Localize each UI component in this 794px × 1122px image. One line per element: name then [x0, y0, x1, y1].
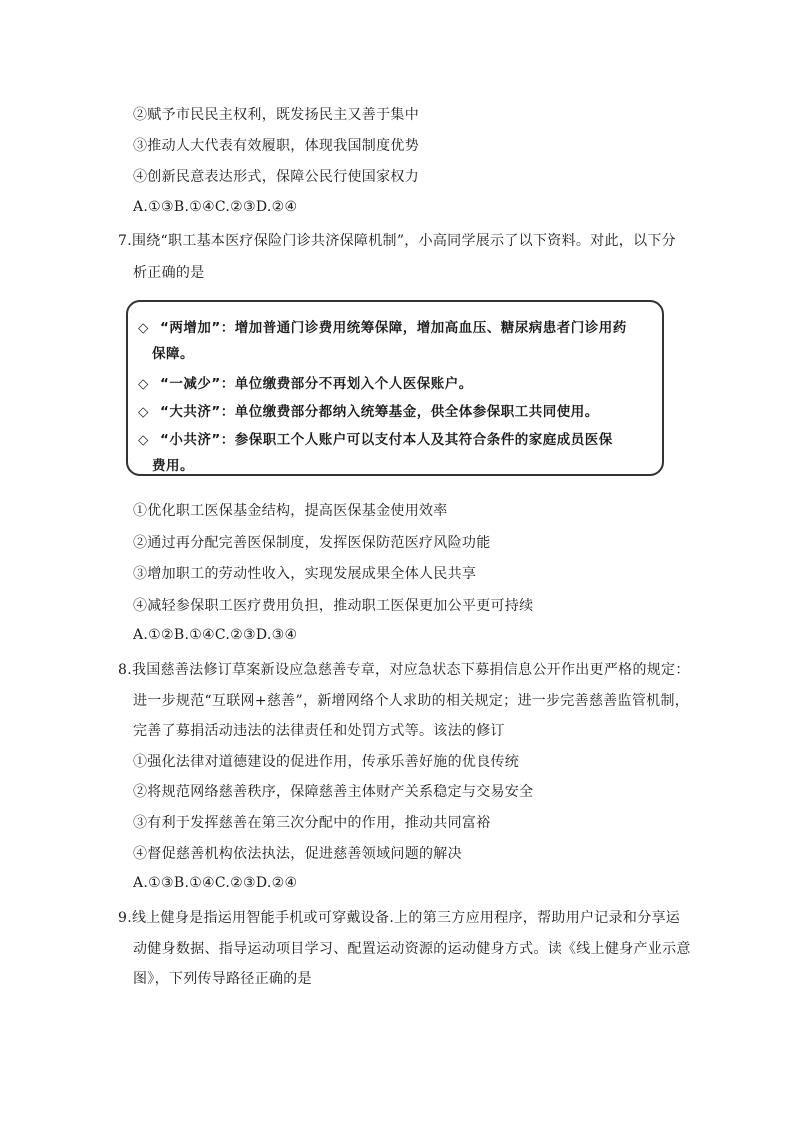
q9-stem-line-1: 9.线上健身是指运用智能手机或可穿戴设备.上的第三方应用程序，帮助用户记录和分享运: [118, 910, 681, 926]
q7-box-item-1: ◇ “两增加”：增加普通门诊费用统筹保障，增加高血压、糖尿病患者门诊用药: [138, 320, 627, 336]
q7-option-4: ④减轻参保职工医疗费用负担，推动职工医保更加公平更可持续: [133, 598, 534, 614]
q7-option-2: ②通过再分配完善医保制度，发挥医保防范医疗风险功能: [133, 535, 491, 551]
q6-answer-choices: A.①③B.①④C.②③D.②④: [133, 199, 298, 215]
q8-option-3: ③有利于发挥慈善在第三次分配中的作用，推动共同富裕: [133, 815, 491, 831]
q8-option-2: ②将规范网络慈善秩序，保障慈善主体财产关系稳定与交易安全: [133, 784, 534, 800]
diamond-bullet-icon: ◇: [138, 404, 149, 420]
q7-box-item-1-cont: 保障。: [152, 346, 194, 362]
q7-stem-line-2: 析正确的是: [133, 265, 205, 281]
q8-stem-line-3: 完善了募捐活动违法的法律责任和处罚方式等。该法的修订: [133, 723, 505, 739]
q7-box-item-4: ◇ “小共济”：参保职工个人账户可以支付本人及其符合条件的家庭成员医保: [138, 432, 613, 448]
q7-box-item-2: ◇ “一减少”：单位缴费部分不再划入个人医保账户。: [138, 376, 473, 392]
q7-box-item-3: ◇ “大共济”：单位缴费部分都纳入统筹基金，供全体参保职工共同使用。: [138, 404, 599, 420]
q6-option-2: ②赋予市民民主权利，既发扬民主又善于集中: [133, 107, 419, 123]
q9-stem-line-2: 动健身数据、指导运动项目学习、配置运动资源的运动健身方式。读《线上健身产业示意: [133, 941, 691, 957]
q9-stem-line-3: 图》，下列传导路径正确的是: [133, 971, 312, 987]
q7-box-item-4-cont: 费用。: [152, 458, 194, 474]
diamond-bullet-icon: ◇: [138, 320, 149, 336]
q7-answer-choices: A.①②B.①④C.②③D.③④: [133, 627, 298, 643]
q8-option-4: ④督促慈善机构依法执法，促进慈善领域问题的解决: [133, 846, 462, 862]
q7-option-1: ①优化职工医保基金结构，提高医保基金使用效率: [133, 503, 448, 519]
q7-option-3: ③增加职工的劳动性收入，实现发展成果全体人民共享: [133, 566, 477, 582]
diamond-bullet-icon: ◇: [138, 432, 149, 448]
q8-answer-choices: A.①③B.①④C.②③D.②④: [133, 875, 298, 891]
q8-stem-line-2: 进一步规范“互联网+慈善”，新增网络个人求助的相关规定；进一步完善慈善监管机制，: [133, 693, 690, 709]
q8-option-1: ①强化法律对道德建设的促进作用，传承乐善好施的优良传统: [133, 754, 520, 770]
q7-stem-line-1: 7.围绕“职工基本医疗保险门诊共济保障机制”，小高同学展示了以下资料。对此，以下分: [118, 233, 676, 249]
q8-stem-line-1: 8.我国慈善法修订草案新设应急慈善专章，对应急状态下募捐信息公开作出更严格的规定：: [118, 662, 690, 678]
diamond-bullet-icon: ◇: [138, 376, 149, 392]
q6-option-3: ③推动人大代表有效履职，体现我国制度优势: [133, 138, 419, 154]
q6-option-4: ④创新民意表达形式，保障公民行使国家权力: [133, 169, 419, 185]
